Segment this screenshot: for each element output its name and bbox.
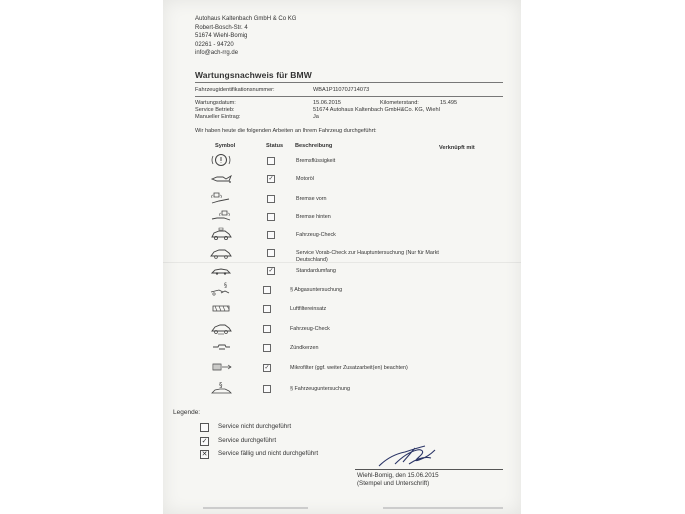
footer-fine-print (203, 507, 503, 509)
manual-entry-label: Manueller Eintrag: (195, 114, 241, 120)
legend-checkbox: ✕ (201, 451, 208, 458)
front-brakes-icon (209, 191, 233, 205)
service-date-label: Wartungsdatum: (195, 100, 236, 106)
signature-line (355, 469, 503, 470)
service-item-description: Fahrzeug-Check (290, 326, 330, 332)
header-symbol: Symbol (215, 143, 236, 149)
status-checkbox[interactable] (263, 325, 271, 333)
status-checkbox[interactable] (263, 344, 271, 352)
svg-text:§: § (224, 282, 227, 289)
legend-label: Service durchgeführt (218, 437, 277, 444)
service-item-description: Zündkerzen (290, 345, 319, 351)
svg-text:§: § (219, 381, 223, 389)
signature-caption: (Stempel und Unterschrift) (357, 480, 430, 487)
service-item-description: Standardumfang (296, 268, 336, 274)
status-checkbox[interactable] (267, 249, 275, 257)
engine-oil-icon (209, 171, 233, 185)
status-checkbox[interactable] (263, 305, 271, 313)
service-item-description: Luftfiltereinsatz (290, 306, 327, 312)
dealer-street: Robert-Bosch-Str. 4 (195, 24, 248, 31)
status-checkbox[interactable]: ✓ (264, 365, 270, 371)
service-date-value: 15.06.2015 (313, 100, 341, 106)
mileage-label: Kilometerstand: (380, 100, 419, 106)
vehicle-inspection-law-icon (209, 381, 233, 395)
intro-text: Wir haben heute die folgenden Arbeiten an Ihrem Fahrzeug durchgeführt: (195, 128, 377, 134)
service-company-value: 51674 Autohaus Kaltenbach GmbH&Co. KG, Wiehl (313, 107, 440, 113)
legend-label: Service fällig und nicht durchgeführt (218, 450, 319, 457)
legend-title: Legende: (173, 409, 201, 416)
header-status: Status (266, 143, 284, 149)
header-description: Beschreibung (295, 143, 333, 149)
status-checkbox[interactable] (263, 286, 271, 294)
status-checkbox[interactable] (263, 385, 271, 393)
micro-filter-icon (209, 360, 233, 374)
service-record-document (163, 0, 521, 514)
rear-brakes-icon (209, 209, 233, 223)
status-checkbox[interactable]: ✓ (268, 268, 274, 274)
dealer-name: Autohaus Kaltenbach GmbH & Co KG (195, 16, 297, 22)
service-company-label: Service Betrieb: (195, 107, 235, 113)
status-checkbox[interactable]: ✓ (268, 176, 274, 182)
status-checkbox[interactable] (267, 213, 275, 221)
service-item-description: Mikrofilter (ggf. weiter Zusatzarbeit(en) beachten) (290, 365, 408, 371)
service-item-description: Fahrzeug-Check (296, 232, 336, 238)
dealer-address (195, 15, 296, 58)
vin-label: Fahrzeugidentifikationsnummer: (195, 87, 275, 93)
service-item-description: Bremsflüssigkeit (296, 158, 336, 164)
vehicle-check-icon (209, 227, 233, 241)
service-item-description: § Fahrzeuguntersuchung (290, 386, 350, 392)
legend-label: Service nicht durchgeführt (218, 423, 292, 430)
service-item-description: Bremse vorn (296, 196, 327, 202)
brake-fluid-icon (209, 153, 233, 167)
vehicle-inspection-icon (209, 245, 233, 259)
legend-checkbox (200, 423, 209, 432)
dealer-email: info@ach-rrg.de (195, 50, 239, 57)
service-item-description: Service Vorab-Check zur Hauptuntersuchung (Nur für Markt Deutschland) (296, 250, 439, 263)
status-checkbox[interactable] (267, 231, 275, 239)
air-filter-icon (209, 301, 233, 315)
title-divider (195, 82, 503, 83)
service-item-description: Motoröl (296, 176, 314, 182)
car-check-icon (209, 321, 233, 335)
exhaust-emission-icon (209, 282, 233, 296)
signature-image (375, 444, 439, 470)
service-item-description: § Abgasuntersuchung (290, 287, 343, 293)
status-checkbox[interactable] (267, 195, 275, 203)
manual-entry-value: Ja (313, 114, 319, 120)
status-checkbox[interactable] (267, 157, 275, 165)
dealer-city: 51674 Wiehl-Bomig (195, 33, 248, 40)
dealer-phone: 02261 - 94720 (195, 41, 234, 48)
vin-divider (195, 96, 503, 97)
signature-place-date: Wiehl-Bomig, den 15.06.2015 (357, 472, 439, 479)
standard-scope-icon (209, 263, 233, 277)
service-item-description: Bremse hinten (296, 214, 331, 220)
spark-plug-icon (209, 340, 233, 354)
header-linked-with: Verknüpft mit (439, 145, 475, 151)
legend-checkbox: ✓ (201, 438, 208, 445)
document-title: Wartungsnachweis für BMW (195, 70, 312, 80)
mileage-value: 15.495 (440, 100, 458, 106)
vin-value: WBA1P11070J714073 (313, 87, 370, 93)
